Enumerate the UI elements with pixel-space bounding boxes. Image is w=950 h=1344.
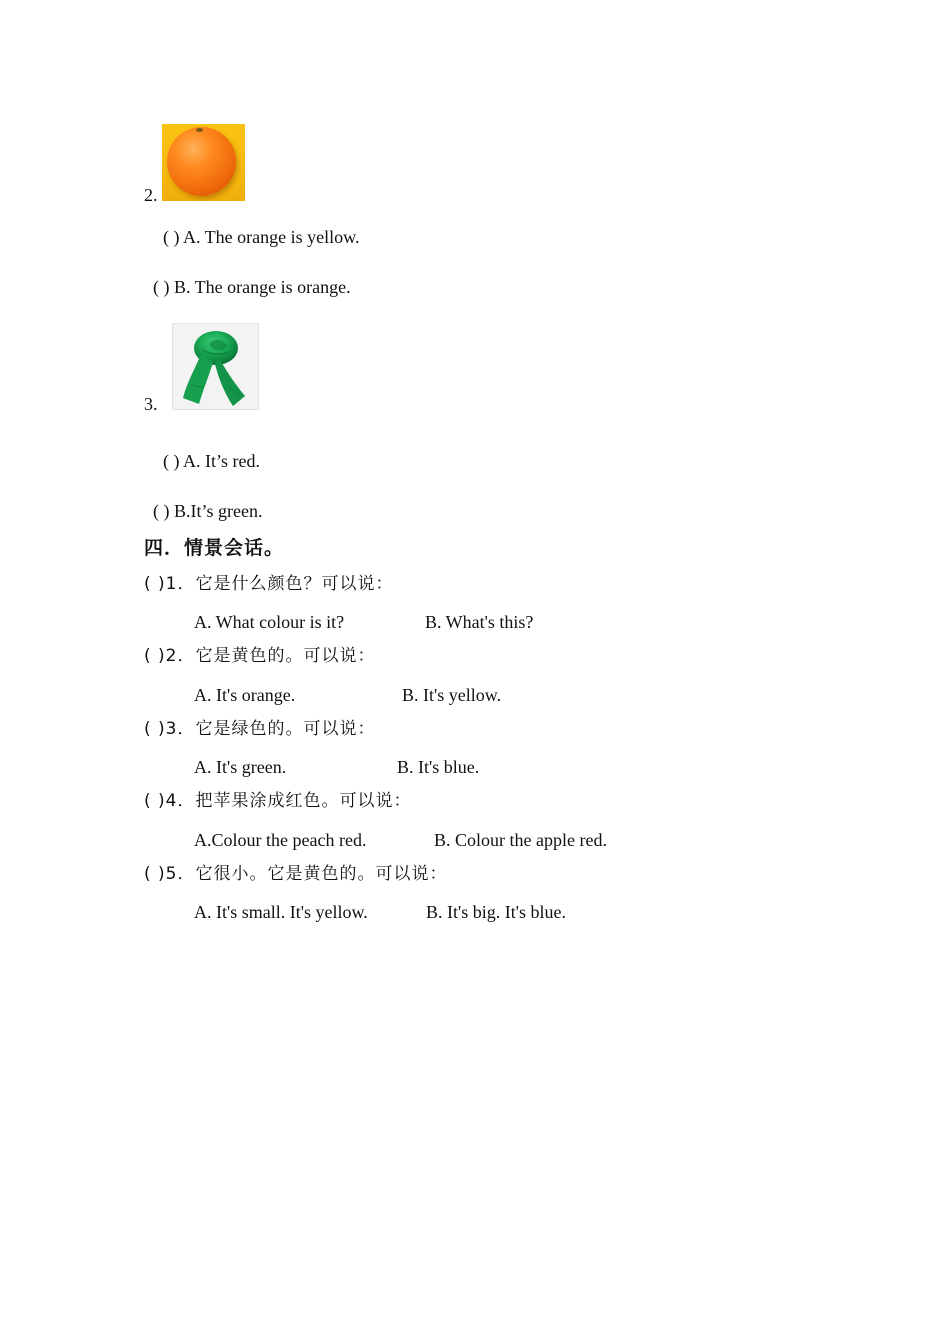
- dialog-question-3-option-b[interactable]: B. It's blue.: [397, 757, 480, 777]
- section-4-heading: 四．情景会话。: [144, 537, 285, 559]
- question-2-option-a[interactable]: ( ) A. The orange is yellow.: [163, 227, 360, 247]
- dialog-question-1-option-a[interactable]: A. What colour is it?: [194, 612, 345, 632]
- dialog-question-3-option-a[interactable]: A. It's green.: [194, 757, 287, 777]
- orange-stem: [196, 128, 203, 132]
- dialog-question-3-prompt[interactable]: ( )3．它是绿色的。可以说：: [144, 719, 376, 739]
- dialog-question-5-prompt[interactable]: ( )5．它很小。它是黄色的。可以说：: [144, 864, 448, 884]
- dialog-question-2-option-a[interactable]: A. It's orange.: [194, 685, 296, 705]
- dialog-question-4-option-b[interactable]: B. Colour the apple red.: [434, 830, 607, 850]
- question-2-number: 2.: [144, 185, 158, 205]
- orange-image: [162, 124, 245, 201]
- dialog-question-5-option-b[interactable]: B. It's big. It's blue.: [426, 902, 566, 922]
- dialog-question-4-option-a[interactable]: A.Colour the peach red.: [194, 830, 367, 850]
- question-2-option-b[interactable]: ( ) B. The orange is orange.: [153, 277, 351, 297]
- dialog-question-2-prompt[interactable]: ( )2．它是黄色的。可以说：: [144, 646, 376, 666]
- question-3-number: 3.: [144, 394, 158, 414]
- dialog-question-2-option-b[interactable]: B. It's yellow.: [402, 685, 502, 705]
- orange-icon: [167, 127, 236, 196]
- dialog-question-4-prompt[interactable]: ( )4．把苹果涂成红色。可以说：: [144, 791, 412, 811]
- dialog-question-1-option-b[interactable]: B. What's this?: [425, 612, 534, 632]
- dialog-question-1-prompt[interactable]: ( )1．它是什么颜色？可以说：: [144, 574, 394, 594]
- dialog-question-5-option-a[interactable]: A. It's small. It's yellow.: [194, 902, 368, 922]
- question-3-option-a[interactable]: ( ) A. It’s red.: [163, 451, 260, 471]
- green-scarf-image: [172, 323, 259, 410]
- scarf-icon: [173, 324, 259, 410]
- question-3-option-b[interactable]: ( ) B.It’s green.: [153, 501, 263, 521]
